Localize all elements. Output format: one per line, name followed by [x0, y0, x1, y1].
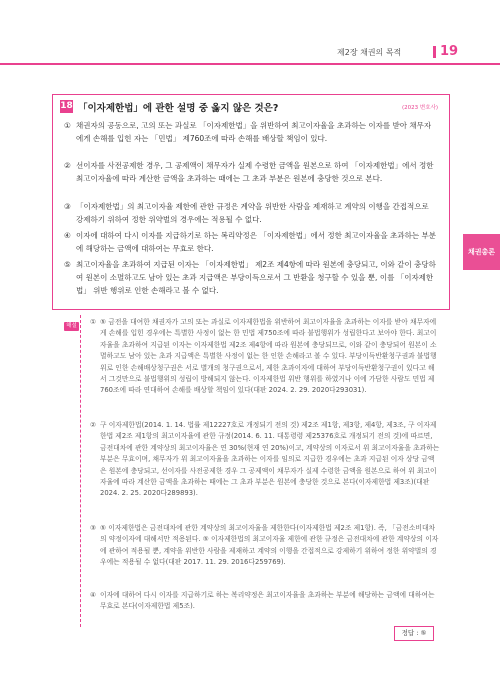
header-accent-bar: [433, 46, 436, 58]
option-1: [64, 119, 436, 145]
explanation-item-1: [90, 317, 440, 397]
explanation-marker: ①: [90, 318, 97, 326]
header-rule: [0, 63, 500, 65]
option-marker: ③: [64, 202, 71, 211]
explanation-text: ⑤ 금전을 대여한 채권자가 고의 또는 과실로 이자제한법을 위반하여 최고이자율을 초과하는 이자를 받아 채무자에게 손해를 입힌 경우에는 특별한 사정이 없는 한 민법 제750조에 따라 불법행위가 성립한다고 보아야 한다. 최고이자율을 초과하여 지급된 이자는 이자제한법 제2조 제4항에 따라 원본에 충당되므로, 이와 같이 충당되어 원본이 소멸하고도 남아 있는 초과 지급액은 특별한 사정이 없는 한 인한 손해라고 볼 수 있다. 부당이득반환청구권과 불법행위로 인한 손해배상청구권은 서로 별개의 청구권으로서, 제한 초과이자에 대하여 부당이득반환청구권이 있다고 해서 그것만으로 불법행위의 성립이 방해되지 않는다. 이자제한법 위반 행위를 하였거나 이에 가담한 사람도 민법 제760조에 따라 연대하여 손해를 배상할 책임이 있다(대판 2024. 2. 29. 2020다293031).: [100, 318, 437, 395]
page-number: 19: [440, 44, 459, 59]
option-marker: ⑤: [64, 260, 71, 269]
section-side-tab: 채권총론: [463, 234, 500, 270]
explanation-item-2: [90, 420, 440, 500]
question-number: 18: [60, 101, 73, 111]
option-marker: ④: [64, 231, 71, 240]
option-text: 선이자를 사전공제한 경우, 그 공제액이 채무자가 실제 수령한 금액을 원본으로 하여 「이자제한법」에서 정한 최고이자율에 따라 계산한 금액을 초과하는 때에는 그 초과 부분은 원본에 충당한 것으로 본다.: [76, 161, 434, 183]
option-marker: ①: [64, 121, 71, 130]
option-text: 「이자제한법」의 최고이자율 제한에 관한 규정은 계약을 위반한 사람을 제재하고 계약의 이행을 간접적으로 강제하기 위하여 정한 위약벌의 경우에는 적용될 수 없다.: [76, 202, 429, 224]
option-3: [64, 200, 436, 226]
option-5: [64, 258, 436, 297]
explanation-marker: ②: [90, 421, 97, 429]
explanation-badge: 해설: [64, 322, 79, 331]
explanation-item-4: [90, 590, 440, 613]
explanation-marker: ④: [90, 591, 97, 599]
answer-box: 정답 : ⑤: [394, 626, 434, 641]
option-marker: ②: [64, 161, 71, 170]
explanation-text: 이자에 대하여 다시 이자를 지급하기로 하는 복리약정은 최고이자율을 초과하는 부분에 해당하는 금액에 대하여는 무효로 본다(이자제한법 제5조).: [100, 591, 435, 611]
option-text: 이자에 대하여 다시 이자를 지급하기로 하는 복리약정은 「이자제한법」에서 정한 최고이자율을 초과하는 부분에 해당하는 금액에 대하여는 무효로 한다.: [76, 231, 437, 253]
option-2: [64, 159, 436, 185]
option-text: 최고이자율을 초과하여 지급된 이자는 「이자제한법」 제2조 제4항에 따라 원본에 충당되고, 이와 같이 충당하여 원본이 소멸하고도 남아 있는 초과 지급액은 부당이득으로서 그 반환을 청구할 수 있을 뿐, 이를 「이자제한법」 위반 행위로 인한 손해라고 볼 수 없다.: [76, 260, 436, 295]
explanation-marker: ③: [90, 524, 97, 532]
chapter-title: 제2장 채권의 목적: [337, 48, 402, 57]
option-text: 채권자의 공동으로, 고의 또는 과실로 「이자제한법」을 위반하여 최고이자율을 초과하는 이자를 받아 채무자에게 손해를 입힌 자는 「민법」 제760조에 따라 손해를 배상할 책임이 있다.: [76, 121, 432, 143]
option-4: [64, 229, 436, 255]
explanation-item-3: [90, 523, 440, 569]
explanation-text: 구 이자제한법(2014. 1. 14. 법률 제12227호로 개정되기 전의 것) 제2조 제1항, 제3항, 제4항, 제3조, 구 이자제한법 제2조 제1항의 최고이자율에 관한 규정(2014. 6. 11. 대통령령 제25376호로 개정되기 전의 것)에 따르면, 금전대차에 관한 계약상의 최고이자율은 연 30%(현재 연 20%)이고, 계약상의 이자로서 위 최고이자율을 초과하는 부분은 무효이며, 채무자가 위 최고이자율을 초과하는 이자를 임의로 지급한 경우에는 초과 지급된 이자 상당 금액은 원본에 충당되고, 선이자를 사전공제한 경우 그 공제액이 채무자가 실제 수령한 금액을 원본으로 하여 위 최고이자율에 따라 계산한 금액을 초과하는 때에는 그 초과 부분은 원본에 충당한 것으로 본다(이자제한법 제3조)(대판 2024. 2. 25. 2020다289893).: [100, 421, 440, 498]
explanation-text: ⑤ 이자제한법은 금전대차에 관한 계약상의 최고이자율을 제한한다(이자제한법 제2조 제1항). 즉, 「금전소비대차의 약정이자에 대해서만 적용된다. ⑤ 이자제한법의 최고이자율 제한에 관한 규정은 금전대차에 관한 계약상의 이자에 관하여 적용될 뿐, 계약을 위반한 사람을 제재하고 계약의 이행을 간접적으로 강제하기 위하여 정한 위약벌의 경우에는 적용될 수 없다(대판 2017. 11. 29. 2016다259769).: [100, 524, 439, 567]
question-source: (2023 변호사): [402, 105, 438, 111]
explanation-divider: [80, 315, 82, 627]
question-text: 「이자제한법」에 관한 설명 중 옳지 않은 것은?: [78, 103, 279, 114]
